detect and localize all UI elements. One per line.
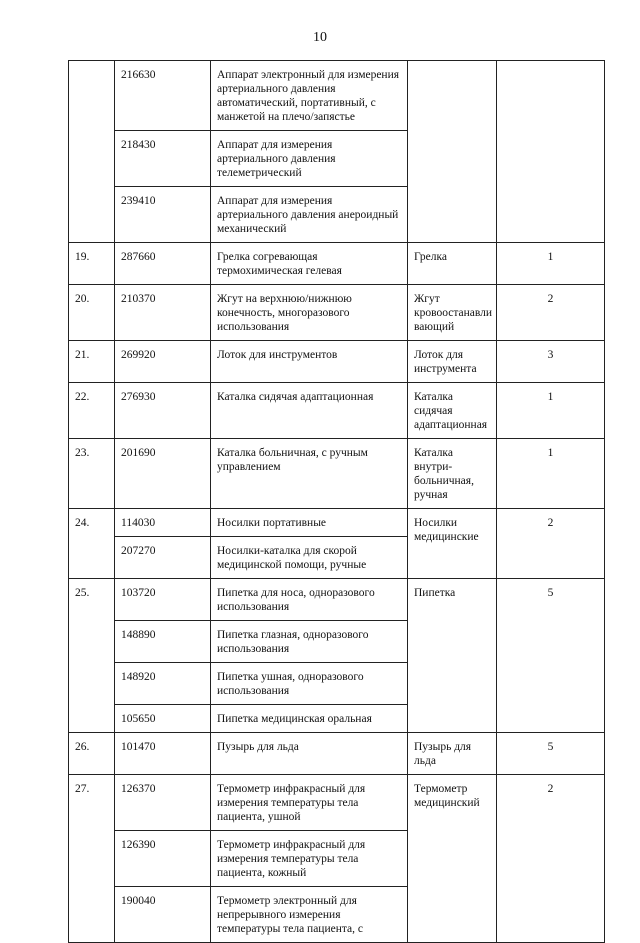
item-description: Пипетка для носа, одноразового использования [211,579,408,621]
item-code: 105650 [115,705,211,733]
item-code: 126390 [115,831,211,887]
item-code: 239410 [115,187,211,243]
item-code: 148920 [115,663,211,705]
item-name: Пузырь для льда [408,733,497,775]
item-number: 20. [69,285,115,341]
item-description: Пузырь для льда [211,733,408,775]
equipment-table [68,60,605,943]
table-row [69,285,605,341]
item-quantity [497,61,605,243]
item-description: Носилки портативные [211,509,408,537]
item-name: Носилки медицинские [408,509,497,579]
item-name: Лоток для инструмента [408,341,497,383]
item-description: Термометр инфракрасный для измерения температуры тела пациента, ушной [211,775,408,831]
item-quantity: 2 [497,285,605,341]
item-code: 218430 [115,131,211,187]
table-row [69,243,605,285]
item-quantity: 1 [497,439,605,509]
item-number: 21. [69,341,115,383]
item-code: 207270 [115,537,211,579]
item-description: Аппарат для измерения артериального давления телеметрический [211,131,408,187]
item-code: 190040 [115,887,211,943]
table-row [69,579,605,621]
item-number: 25. [69,579,115,733]
item-name [408,61,497,243]
item-number: 19. [69,243,115,285]
item-code: 114030 [115,509,211,537]
table-row [69,733,605,775]
item-description: Каталка сидячая адаптационная [211,383,408,439]
table-row [69,61,605,131]
item-description: Каталка больничная, с ручным управлением [211,439,408,509]
page-number: 10 [313,30,327,45]
item-description: Пипетка глазная, одноразового использования [211,621,408,663]
item-number: 27. [69,775,115,943]
item-code: 216630 [115,61,211,131]
item-quantity: 5 [497,579,605,733]
item-number: 26. [69,733,115,775]
item-quantity: 2 [497,509,605,579]
item-number: 23. [69,439,115,509]
item-description: Грелка согревающая термохимическая гелевая [211,243,408,285]
item-number [69,61,115,243]
item-code: 201690 [115,439,211,509]
item-number: 22. [69,383,115,439]
item-description: Носилки-каталка для скорой медицинской помощи, ручные [211,537,408,579]
table-row [69,509,605,537]
item-code: 210370 [115,285,211,341]
table-row [69,383,605,439]
table-row [69,341,605,383]
item-description: Пипетка ушная, одноразового использования [211,663,408,705]
item-name: Жгут кровоостанавли вающий [408,285,497,341]
item-code: 103720 [115,579,211,621]
item-code: 287660 [115,243,211,285]
item-number: 24. [69,509,115,579]
item-description: Аппарат электронный для измерения артериального давления автоматический, портативный, с манжетой на плечо/запястье [211,61,408,131]
item-quantity: 2 [497,775,605,943]
item-name: Термометр медицинский [408,775,497,943]
item-code: 101470 [115,733,211,775]
item-description: Жгут на верхнюю/нижнюю конечность, многоразового использования [211,285,408,341]
item-description: Аппарат для измерения артериального давления анероидный механический [211,187,408,243]
item-code: 269920 [115,341,211,383]
item-code: 148890 [115,621,211,663]
table-row [69,439,605,509]
item-description: Термометр электронный для непрерывного измерения температуры тела пациента, с [211,887,408,943]
item-name: Каталка внутри-больничная, ручная [408,439,497,509]
item-description: Пипетка медицинская оральная [211,705,408,733]
item-quantity: 5 [497,733,605,775]
item-name: Пипетка [408,579,497,733]
item-name: Грелка [408,243,497,285]
item-code: 276930 [115,383,211,439]
item-quantity: 1 [497,243,605,285]
item-description: Лоток для инструментов [211,341,408,383]
item-quantity: 3 [497,341,605,383]
item-code: 126370 [115,775,211,831]
table-row [69,775,605,831]
item-description: Термометр инфракрасный для измерения температуры тела пациента, кожный [211,831,408,887]
item-quantity: 1 [497,383,605,439]
item-name: Каталка сидячая адаптационная [408,383,497,439]
